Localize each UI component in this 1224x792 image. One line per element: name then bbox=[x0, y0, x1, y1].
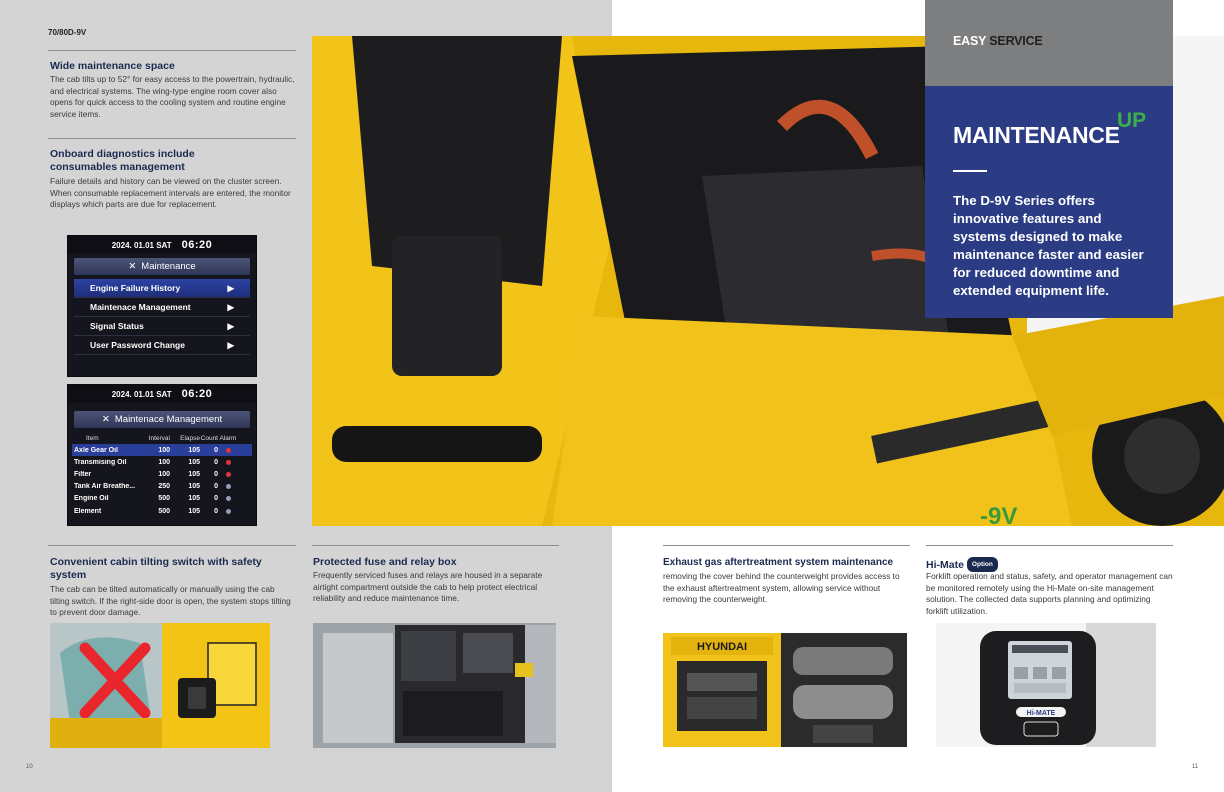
alarm-dot-icon bbox=[226, 484, 231, 489]
section-title-exhaust: Exhaust gas aftertreatment system maintenance bbox=[663, 557, 894, 568]
cell-item: Tank Air Breathe... bbox=[74, 483, 136, 491]
section-body-himate: Forklift operation and status, safety, and operator management can be monitored remotely using the Hi-Mate on-site management solution. The collected data supports planning and optimizing forklift utilization. bbox=[926, 571, 1173, 616]
table-row[interactable] bbox=[72, 493, 252, 505]
screen-time: 06:20 bbox=[181, 239, 213, 251]
cell-alarm bbox=[218, 509, 238, 514]
hyundai-logo-text: HYUNDAI bbox=[696, 641, 748, 653]
cell-item: Axle Gear Oil bbox=[74, 446, 118, 454]
divider bbox=[48, 545, 296, 546]
arrow-right-icon: ▶ bbox=[227, 339, 234, 350]
table-body bbox=[68, 444, 256, 517]
cell-interval: 250 bbox=[158, 483, 170, 491]
section-body-cabin-tilting: The cab can be tilted automatically or manually using the cab tilting switch. If the right-side door is open, the system stops tilting to prevent door damage. bbox=[50, 584, 291, 618]
table-row[interactable] bbox=[72, 456, 252, 468]
himate-device-photo bbox=[936, 623, 1156, 747]
table-row[interactable] bbox=[72, 505, 252, 517]
section-title-wide-maintenance: Wide maintenance space bbox=[50, 60, 175, 72]
page-number-left: 10 bbox=[26, 764, 33, 770]
maintenance-intro-text: The D-9V Series offers innovative features and systems designed to make maintenance faster and easier for reduced downtime and extended equipment life. bbox=[953, 193, 1144, 298]
cell-item: Filter bbox=[74, 470, 92, 478]
exhaust-illustration bbox=[663, 633, 907, 747]
maintenance-menu-screen bbox=[67, 235, 257, 377]
cell-count: 0 bbox=[214, 470, 218, 478]
maintenance-management-screen bbox=[67, 384, 257, 526]
cell-alarm bbox=[218, 484, 238, 489]
screen-title-bar bbox=[74, 411, 250, 428]
maintenance-heading: MAINTENANCE bbox=[953, 122, 1120, 148]
divider bbox=[312, 545, 559, 546]
menu-item-signal-status[interactable]: Signal Status ▶ bbox=[74, 317, 250, 336]
cell-alarm bbox=[218, 496, 238, 501]
cell-alarm bbox=[218, 448, 238, 453]
cell-alarm bbox=[218, 472, 238, 477]
screen-title: Maintenace Management bbox=[114, 414, 223, 425]
alarm-dot-icon bbox=[226, 448, 231, 453]
section-body-wide-maintenance: The cab tilts up to 52° for easy access to the powertrain, hydraulic, and electrical systems. The wing-type engine room cover also opens for quick access to the cooling system and routine engine service items. bbox=[50, 74, 295, 119]
option-badge: Option bbox=[967, 557, 998, 572]
cell-interval: 500 bbox=[158, 495, 170, 503]
cell-elapse: 105 bbox=[188, 495, 200, 503]
cell-interval: 100 bbox=[158, 470, 170, 478]
cell-interval: 100 bbox=[158, 446, 170, 454]
section-title-cabin-tilting: Convenient cabin tilting switch with safety system bbox=[50, 556, 262, 581]
easy-label: EASY bbox=[953, 34, 987, 48]
section-body-fuse-box: Frequently serviced fuses and relays are housed in a separate airtight compartment outside the cab to help protect electrical reliability and reduce maintenance time. bbox=[313, 570, 543, 604]
table-row[interactable] bbox=[72, 444, 252, 456]
cell-count: 0 bbox=[214, 483, 218, 491]
cell-interval: 100 bbox=[158, 458, 170, 466]
wrench-icon: ✕ bbox=[101, 414, 110, 425]
table-header: Item Interval Elapse Count Alarm bbox=[86, 434, 237, 442]
menu-item-maintenance-management[interactable]: Maintenace Management ▶ bbox=[74, 298, 250, 317]
cell-item: Transmising Oil bbox=[74, 458, 127, 466]
screen-date: 2024. 01.01 SAT bbox=[111, 240, 172, 250]
cell-count: 0 bbox=[214, 458, 218, 466]
cell-count: 0 bbox=[214, 495, 218, 503]
easy-service-label bbox=[953, 34, 1043, 48]
section-title-himate: Hi-Mate Option bbox=[926, 557, 1173, 572]
himate-logo-text: Hi-MATE bbox=[1026, 710, 1056, 717]
alarm-dot-icon bbox=[226, 496, 231, 501]
alarm-dot-icon bbox=[226, 460, 231, 465]
cell-interval: 500 bbox=[158, 507, 170, 515]
cabin-tilt-illustration bbox=[50, 623, 270, 748]
menu-item-engine-failure-history[interactable]: Engine Failure History ▶ bbox=[74, 279, 250, 298]
menu-item-user-password-change[interactable]: User Password Change ▶ bbox=[74, 336, 250, 355]
divider bbox=[926, 545, 1173, 546]
heading-underline bbox=[953, 170, 987, 172]
cell-item: Engine Oil bbox=[74, 495, 109, 503]
cell-elapse: 105 bbox=[188, 470, 200, 478]
cell-count: 0 bbox=[214, 507, 218, 515]
model-code: 70/80D-9V bbox=[48, 28, 87, 37]
cell-elapse: 105 bbox=[188, 458, 200, 466]
cell-elapse: 105 bbox=[188, 507, 200, 515]
cell-elapse: 105 bbox=[188, 483, 200, 491]
section-body-diagnostics: Failure details and history can be viewed on the cluster screen. When consumable replacement intervals are entered, the monitor displays which parts are due for replacement. bbox=[50, 176, 291, 210]
screen-title: Maintenance bbox=[141, 261, 196, 272]
section-title-diagnostics: Onboard diagnostics include consumables management bbox=[50, 148, 195, 173]
screen-status-bar bbox=[68, 236, 256, 254]
section-body-exhaust: removing the cover behind the counterweight provides access to the exhaust aftertreatment system, allowing service without removing the counterweight. bbox=[663, 571, 900, 605]
screen-time: 06:20 bbox=[181, 388, 213, 400]
cell-alarm bbox=[218, 460, 238, 465]
divider bbox=[48, 138, 296, 139]
cabin-tilt-photo bbox=[50, 623, 270, 748]
cell-count: 0 bbox=[214, 446, 218, 454]
divider bbox=[663, 545, 910, 546]
screen-title-bar bbox=[74, 258, 250, 275]
screen-status-bar bbox=[68, 385, 256, 403]
arrow-right-icon: ▶ bbox=[227, 301, 234, 312]
alarm-dot-icon bbox=[226, 509, 231, 514]
arrow-right-icon: ▶ bbox=[227, 282, 234, 293]
cell-elapse: 105 bbox=[188, 446, 200, 454]
exhaust-aftertreatment-photo bbox=[663, 633, 907, 747]
screen-date: 2024. 01.01 SAT bbox=[111, 389, 172, 399]
arrow-right-icon: ▶ bbox=[227, 320, 234, 331]
wrench-icon: ✕ bbox=[128, 261, 137, 272]
section-title-fuse-box: Protected fuse and relay box bbox=[313, 556, 457, 568]
table-row[interactable] bbox=[72, 468, 252, 480]
service-label: SERVICE bbox=[989, 34, 1043, 48]
fuse-box-photo bbox=[313, 623, 556, 748]
divider bbox=[48, 50, 296, 51]
cell-item: Element bbox=[74, 507, 102, 515]
table-row[interactable] bbox=[72, 481, 252, 493]
model-mark-text: -9V bbox=[980, 503, 1018, 526]
alarm-dot-icon bbox=[226, 472, 231, 477]
page-number-right: 11 bbox=[1192, 764, 1199, 770]
fuse-box-illustration bbox=[313, 623, 556, 748]
himate-illustration bbox=[936, 623, 1156, 747]
up-heading-accent: UP bbox=[1117, 109, 1147, 132]
